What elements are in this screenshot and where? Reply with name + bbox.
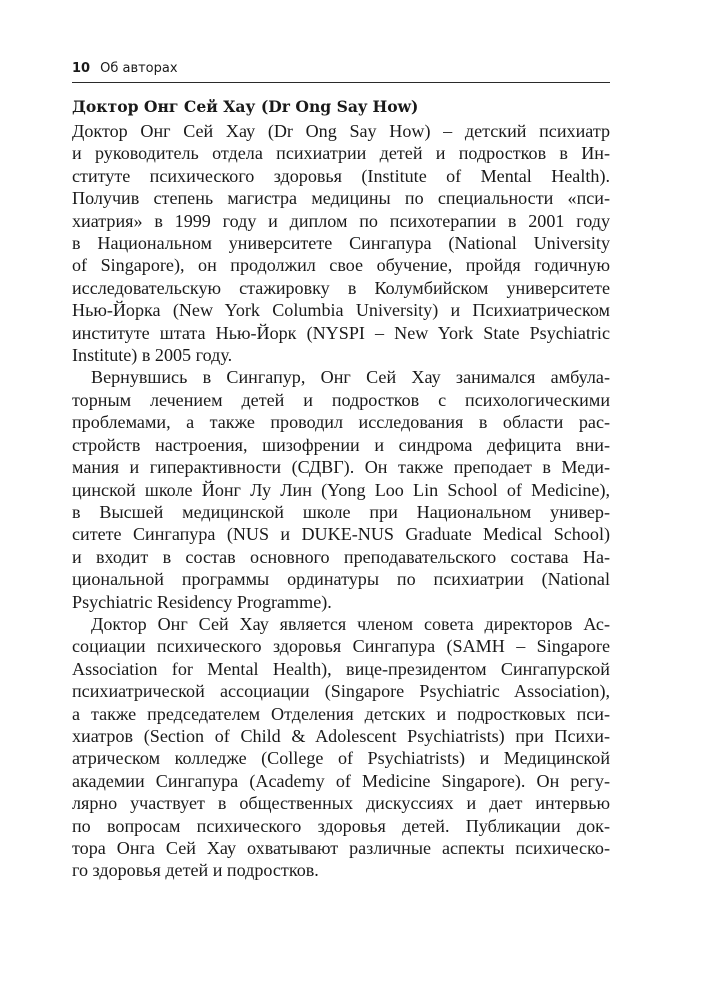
- text-line: психиатрической ассоциации (Singapore Psychiatric Association),: [72, 681, 610, 702]
- text-line: Доктор Онг Сей Хау является членом совета директоров Ас-: [91, 613, 610, 634]
- running-header: [72, 61, 610, 76]
- text-line: Получив степень магистра медицины по специальности «пси-: [72, 188, 610, 209]
- text-line: и входит в состав основного преподавательского состава На-: [72, 546, 610, 567]
- text-line: и руководитель отдела психиатрии детей и подростков в Ин-: [72, 143, 610, 164]
- text-line: Вернувшись в Сингапур, Онг Сей Хау занимался амбула-: [91, 367, 610, 388]
- text-line: а также председателем Отделения детских и подростковых пси-: [72, 703, 610, 724]
- text-line: хиатрия» в 1999 году и диплом по психотерапии в 2001 году: [72, 210, 610, 231]
- text-line: институте штата Нью-Йорк (NYSPI – New York State Psychiatric: [72, 322, 610, 343]
- text-line: Доктор Онг Сей Хау (Dr Ong Say How) – детский психиатр: [72, 121, 610, 141]
- text-line: проблемами, а также проводил исследования в области рас-: [72, 412, 610, 433]
- text-line: Нью-Йорка (New York Columbia University) и Психиатрическом: [72, 300, 610, 321]
- text-line: Association for Mental Health), вице-президентом Сингапурской: [72, 658, 610, 679]
- text-line: академии Сингапура (Academy of Medicine Singapore). Он регу-: [72, 770, 610, 791]
- author-heading: Доктор Онг Сей Хау (Dr Ong Say How): [72, 97, 419, 116]
- text-line: атрическом колледже (College of Psychiatrists) и Медицинской: [72, 748, 610, 769]
- running-header-title: Об авторах: [100, 61, 178, 76]
- text-line: лярно участвует в общественных дискуссиях и дает интервью: [72, 793, 610, 814]
- text-line: го здоровья детей и подростков.: [72, 860, 319, 881]
- body-text: [72, 120, 610, 882]
- page-number: 10: [72, 61, 91, 76]
- header-rule: [72, 82, 610, 83]
- text-line: ституте психического здоровья (Institute of Mental Health).: [72, 165, 610, 186]
- text-line: Institute) в 2005 году.: [72, 345, 233, 366]
- text-line: социации психического здоровья Сингапура (SAMH – Singapore: [72, 636, 610, 657]
- paragraph: [72, 366, 610, 612]
- text-line: тора Онга Сей Хау охватывают различные аспекты психическо-: [72, 838, 610, 858]
- text-line: в Национальном университете Сингапура (National University: [72, 233, 610, 254]
- text-line: Psychiatric Residency Programme).: [72, 591, 332, 612]
- text-line: of Singapore), он продолжил свое обучение, пройдя годичную: [72, 255, 610, 276]
- text-line: хиатров (Section of Child & Adolescent Psychiatrists) при Психи-: [72, 725, 610, 746]
- text-line: ситете Сингапура (NUS и DUKE-NUS Graduate Medical School): [72, 524, 610, 545]
- text-line: циональной программы ординатуры по психиатрии (National: [72, 569, 610, 590]
- paragraph: [72, 613, 610, 882]
- text-line: исследовательскую стажировку в Колумбийском университете: [72, 277, 610, 298]
- paragraph: [72, 120, 610, 366]
- text-line: стройств настроения, шизофрении и синдрома дефицита вни-: [72, 434, 610, 455]
- text-line: по вопросам психического здоровья детей. Публикации док-: [72, 815, 610, 836]
- text-line: цинской школе Йонг Лу Лин (Yong Loo Lin School of Medicine),: [72, 479, 610, 500]
- text-line: торным лечением детей и подростков с психологическими: [72, 389, 610, 410]
- text-line: в Высшей медицинской школе при Национальном универ-: [72, 501, 610, 522]
- text-line: мания и гиперактивности (СДВГ). Он также преподает в Меди-: [72, 457, 610, 478]
